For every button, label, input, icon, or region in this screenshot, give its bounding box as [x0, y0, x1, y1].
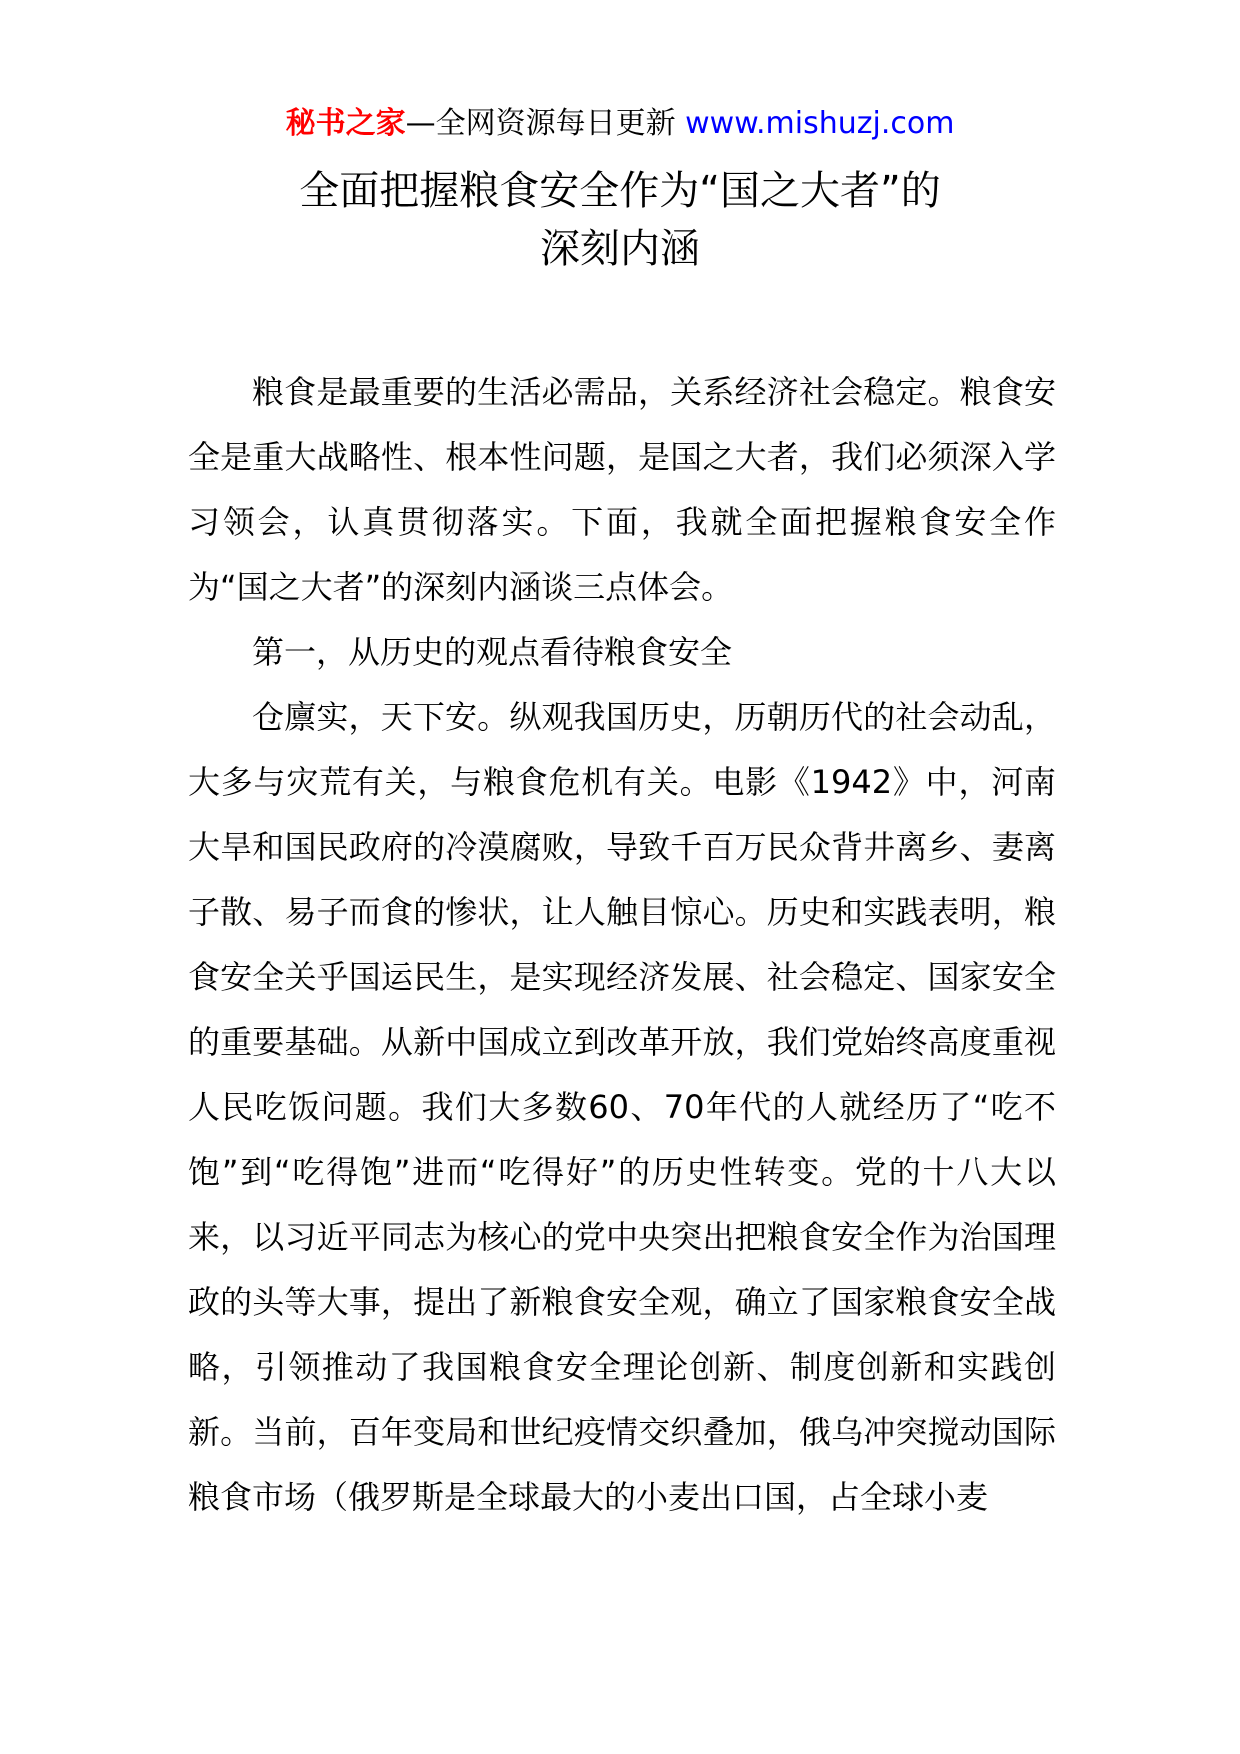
body-paragraph: 仓廪实，天下安。纵观我国历史，历朝历代的社会动乱，大多与灾荒有关，与粮食危机有关。电影《1942》中，河南大旱和国民政府的冷漠腐败，导致千百万民众背井离乡、妻离子散、易子而食的惨状，让人触目惊心。历史和实践表明，粮食安全关乎国运民生，是实现经济发展、社会稳定、国家安全的重要基础。从新中国成立到改革开放，我们党始终高度重视人民吃饭问题。我们大多数60、70年代的人就经历了“吃不饱”到“吃得饱”进而“吃得好”的历史性转变。党的十八大以来，以习近平同志为核心的党中央突出把粮食安全作为治国理政的头等大事，提出了新粮食安全观，确立了国家粮食安全战略，引领推动了我国粮食安全理论创新、制度创新和实践创新。当前，百年变局和世纪疫情交织叠加，俄乌冲突搅动国际粮食市场（俄罗斯是全球最大的小麦出口国，占全球小麦 [188, 698, 1056, 1516]
document-title-line-2: 深刻内涵 [540, 226, 700, 272]
document-body [188, 360, 1056, 1530]
intro-paragraph: 粮食是最重要的生活必需品，关系经济社会稳定。粮食安全是重大战略性、根本性问题，是国之大者，我们必须深入学习领会，认真贯彻落实。下面，我就全面把握粮食安全作为“国之大者”的深刻内涵谈三点体会。 [188, 373, 1056, 606]
site-banner [0, 104, 1240, 144]
brand-name: 秘书之家 [285, 106, 406, 141]
section-heading-1: 第一，从历史的观点看待粮食安全 [252, 633, 733, 671]
brand-tagline: —全网资源每日更新 [405, 106, 686, 141]
document-title-line-1: 全面把握粮食安全作为“国之大者”的 [299, 168, 941, 214]
document-title [0, 162, 1240, 278]
site-url-link[interactable]: www.mishuzj.com [685, 106, 955, 141]
